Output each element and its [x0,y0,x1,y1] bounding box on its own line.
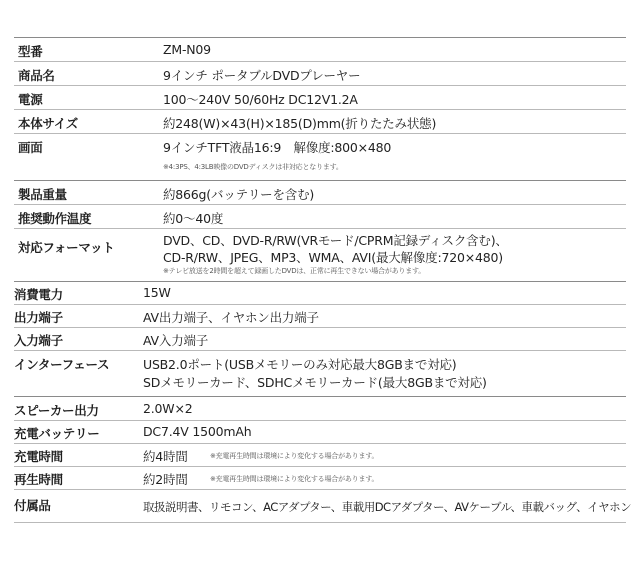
product-name-label: 商品名 [18,68,55,83]
row-divider [14,466,626,467]
row-divider [14,281,626,282]
row-divider [14,420,626,421]
speaker-value: 2.0W×2 [143,401,193,416]
screen-value: 9インチTFT液晶16:9 解像度:800×480 [163,140,392,155]
row-divider [14,37,626,38]
interface-label: インターフェース [14,357,110,372]
battery-label: 充電バッテリー [14,426,100,441]
row-divider [14,109,626,110]
output-value: AV出力端子、イヤホン出力端子 [143,310,319,325]
charge-time-note: ※充電再生時間は環境により変化する場合があります。 [210,452,379,460]
interface-line-1: USB2.0ポート(USBメモリーのみ対応最大8GBまで対応) [143,357,457,372]
screen-note: ※4:3PS、4:3LB映像のDVDディスクは非対応となります。 [163,163,343,171]
row-divider [14,304,626,305]
formats-line-1: DVD、CD、DVD-R/RW(VRモード/CPRM記録ディスク含む)、 [163,233,508,248]
play-time-value: 約2時間 [143,472,188,487]
input-label: 入力端子 [14,333,63,348]
row-divider [14,228,626,229]
row-divider [14,61,626,62]
weight-value: 約866g(バッテリーを含む) [163,187,315,202]
screen-label: 画面 [18,140,43,155]
row-divider [14,180,626,181]
operating-temp-label: 推奨動作温度 [18,211,92,226]
play-time-label: 再生時間 [14,472,63,487]
interface-line-2: SDメモリーカード、SDHCメモリーカード(最大8GBまで対応) [143,375,487,390]
row-divider [14,396,626,397]
formats-line-2: CD-R/RW、JPEG、MP3、WMA、AVI(最大解像度:720×480) [163,250,503,265]
charge-time-value: 約4時間 [143,449,188,464]
model-label: 型番 [18,44,43,59]
row-divider [14,133,626,134]
charge-time-label: 充電時間 [14,449,63,464]
battery-value: DC7.4V 1500mAh [143,424,252,439]
operating-temp-value: 約0〜40度 [163,211,224,226]
weight-label: 製品重量 [18,187,67,202]
formats-note: ※テレビ放送を2時間を超えて録画したDVDは、正常に再生できない場合があります。 [163,267,426,275]
power-consumption-value: 15W [143,285,171,300]
row-divider [14,350,626,351]
product-name-value: 9インチ ポータブルDVDプレーヤー [163,68,361,83]
row-divider [14,85,626,86]
model-value: ZM-N09 [163,42,211,57]
row-divider [14,489,626,490]
row-divider [14,327,626,328]
power-label: 電源 [18,92,43,107]
accessories-label: 付属品 [14,498,51,513]
body-size-value: 約248(W)×43(H)×185(D)mm(折りたたみ状態) [163,116,437,131]
power-consumption-label: 消費電力 [14,287,63,302]
row-divider [14,522,626,523]
body-size-label: 本体サイズ [18,116,79,131]
row-divider [14,443,626,444]
row-divider [14,204,626,205]
play-time-note: ※充電再生時間は環境により変化する場合があります。 [210,475,379,483]
speaker-label: スピーカー出力 [14,403,99,418]
output-label: 出力端子 [14,310,63,325]
accessories-value: 取扱説明書、リモコン、ACアダプター、車載用DCアダプター、AVケーブル、車載バッグ、イヤホン [143,500,632,514]
input-value: AV入力端子 [143,333,209,348]
power-value: 100〜240V 50/60Hz DC12V1.2A [163,92,358,107]
formats-label: 対応フォーマット [18,240,115,255]
